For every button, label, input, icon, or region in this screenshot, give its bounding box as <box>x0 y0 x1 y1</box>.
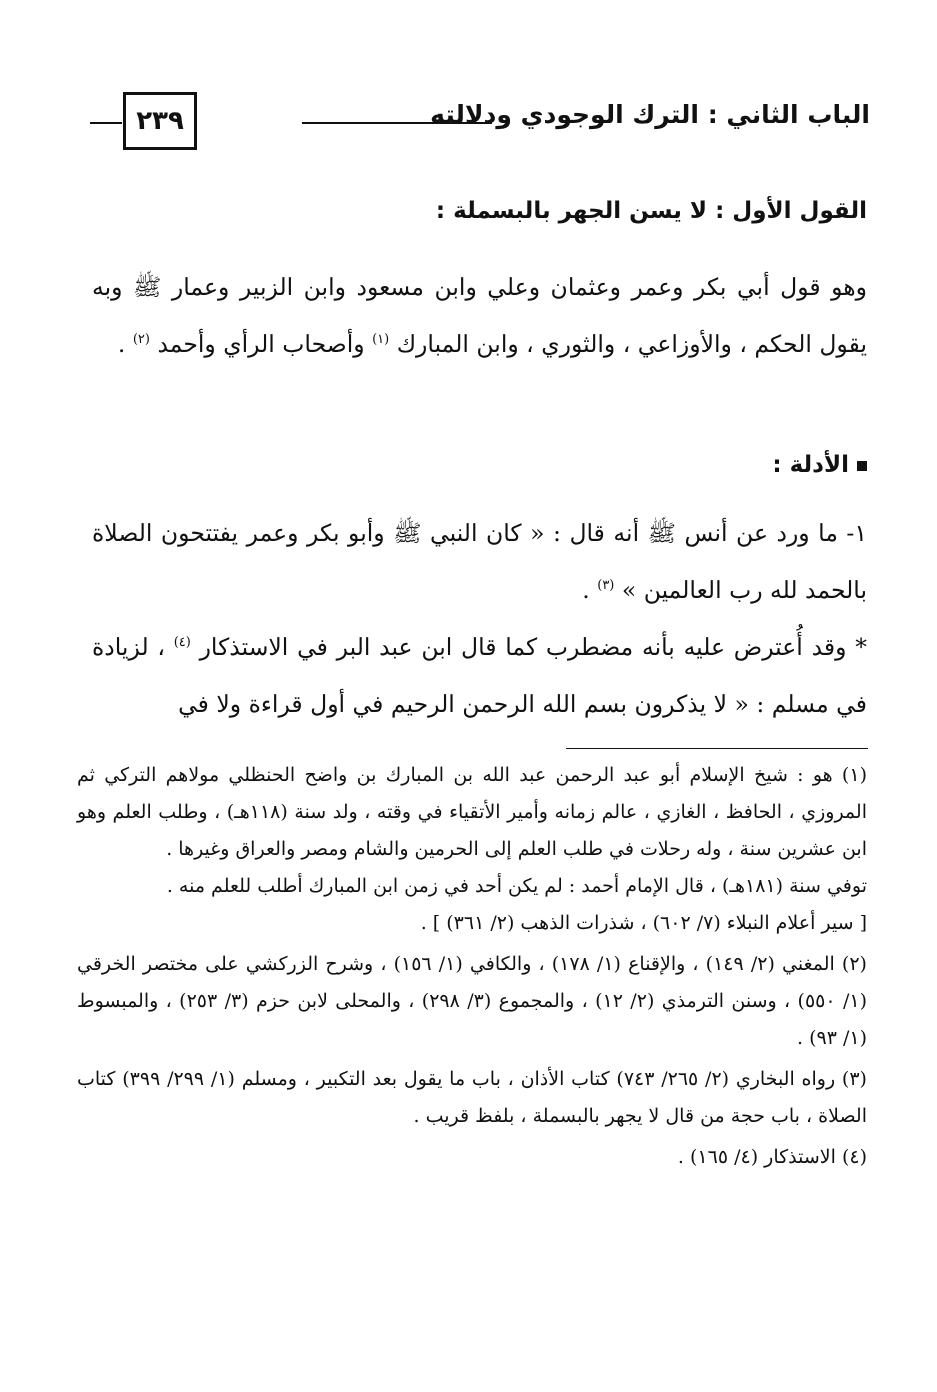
footnote-ref-3[interactable]: (٣) <box>597 578 615 594</box>
intro-text-3: . <box>117 330 133 358</box>
footnote-2: (٢) المغني (٢/ ١٤٩) ، والإقناع (١/ ١٧٨) ، والكافي (١/ ١٥٦) ، وشرح الزركشي على مختصر الخرقي (١/ ٥٥٠) ، وسنن الترمذي (٢/ ١٢) ، والمجموع (٣/ ٢٩٨) ، والمحلى لابن حزم (٣/ ٢٥٣) ، والمبسوط (١/ ٩٣) . <box>77 953 868 1049</box>
evidence-heading-block <box>92 452 867 478</box>
objection-text: * وقد أُعترض عليه بأنه مضطرب كما قال ابن عبد البر في الاستذكار <box>199 633 867 661</box>
intro-text-2: وأصحاب الرأي وأحمد <box>157 330 373 358</box>
footnote-3: (٣) رواه البخاري (٢/ ٢٦٥/ ٧٤٣) كتاب الأذان ، باب ما يقول بعد التكبير ، ومسلم (١/ ٢٩٩/ ٣٩٩) كتاب الصلاة ، باب حجة من قال لا يجهر بالبسملة ، بلفظ قريب . <box>77 1068 867 1127</box>
chapter-title: الباب الثاني : الترك الوجودي ودلالته <box>430 100 870 129</box>
section-heading: القول الأول : لا يسن الجهر بالبسملة : <box>435 198 867 224</box>
footnote-ref-4[interactable]: (٤) <box>173 635 191 651</box>
footnote-1-continued: توفي سنة (١٨١هـ) ، قال الإمام أحمد : لم يكن أحد في زمن ابن المبارك أطلب للعلم منه . <box>166 875 867 897</box>
objection-paragraph <box>92 619 867 733</box>
intro-paragraph-block <box>92 259 867 373</box>
evidence-block <box>92 505 867 733</box>
intro-paragraph <box>92 259 867 373</box>
footnote-4: (٤) الاستذكار (٤/ ١٦٥) . <box>677 1146 867 1168</box>
footnote-1: (١) هو : شيخ الإسلام أبو عبد الرحمن عبد الله بن المبارك بن واضح الحنظلي مولاهم التركي ثم المروزي ، الحافظ ، الغازي ، عالم زمانه وأمير الأتقياء في وقته ، ولد سنة (١١٨هـ) ، وطلب العلم وهو ابن عشرين سنة ، وله رحلات في طلب العلم إلى الحرمين والشام ومصر والعراق وغيرها . <box>77 764 867 860</box>
footnote-separator <box>566 748 868 749</box>
square-bullet-icon <box>857 461 867 471</box>
footnote-1-sources: [ سير أعلام النبلاء (٧/ ٦٠٢) ، شذرات الذهب (٢/ ٣٦١) ] . <box>420 912 867 934</box>
objection-text-2: ، لزيادة في مسلم : « لا يذكرون بسم الله الرحمن الرحيم في أول قراءة ولا في <box>92 633 867 718</box>
evidence-paragraph <box>92 505 867 619</box>
footnote-ref-2[interactable]: (٢) <box>132 332 150 348</box>
evidence-heading <box>92 452 867 478</box>
evidence-heading-text: الأدلة : <box>772 452 849 478</box>
footnote-ref-1[interactable]: (١) <box>372 332 390 348</box>
evidence-text: ١- ما ورد عن أنس ﷺ أنه قال : « كان النبي ﷺ وأبو بكر وعمر يفتتحون الصلاة بالحمد لله رب العالمين » <box>92 519 867 604</box>
evidence-text-end: . <box>582 576 598 604</box>
header-rule <box>302 122 492 124</box>
header-rule-left <box>90 122 122 124</box>
footnotes <box>77 757 867 1180</box>
page-number: ٢٣٩ <box>123 92 197 150</box>
intro-text: وهو قول أبي بكر وعمر وعثمان وعلي وابن مسعود وابن الزبير وعمار ﷺ وبه يقول الحكم ، والأوزاعي ، والثوري ، وابن المبارك <box>92 273 867 358</box>
section-heading-block <box>92 198 867 224</box>
page-header <box>90 92 870 154</box>
